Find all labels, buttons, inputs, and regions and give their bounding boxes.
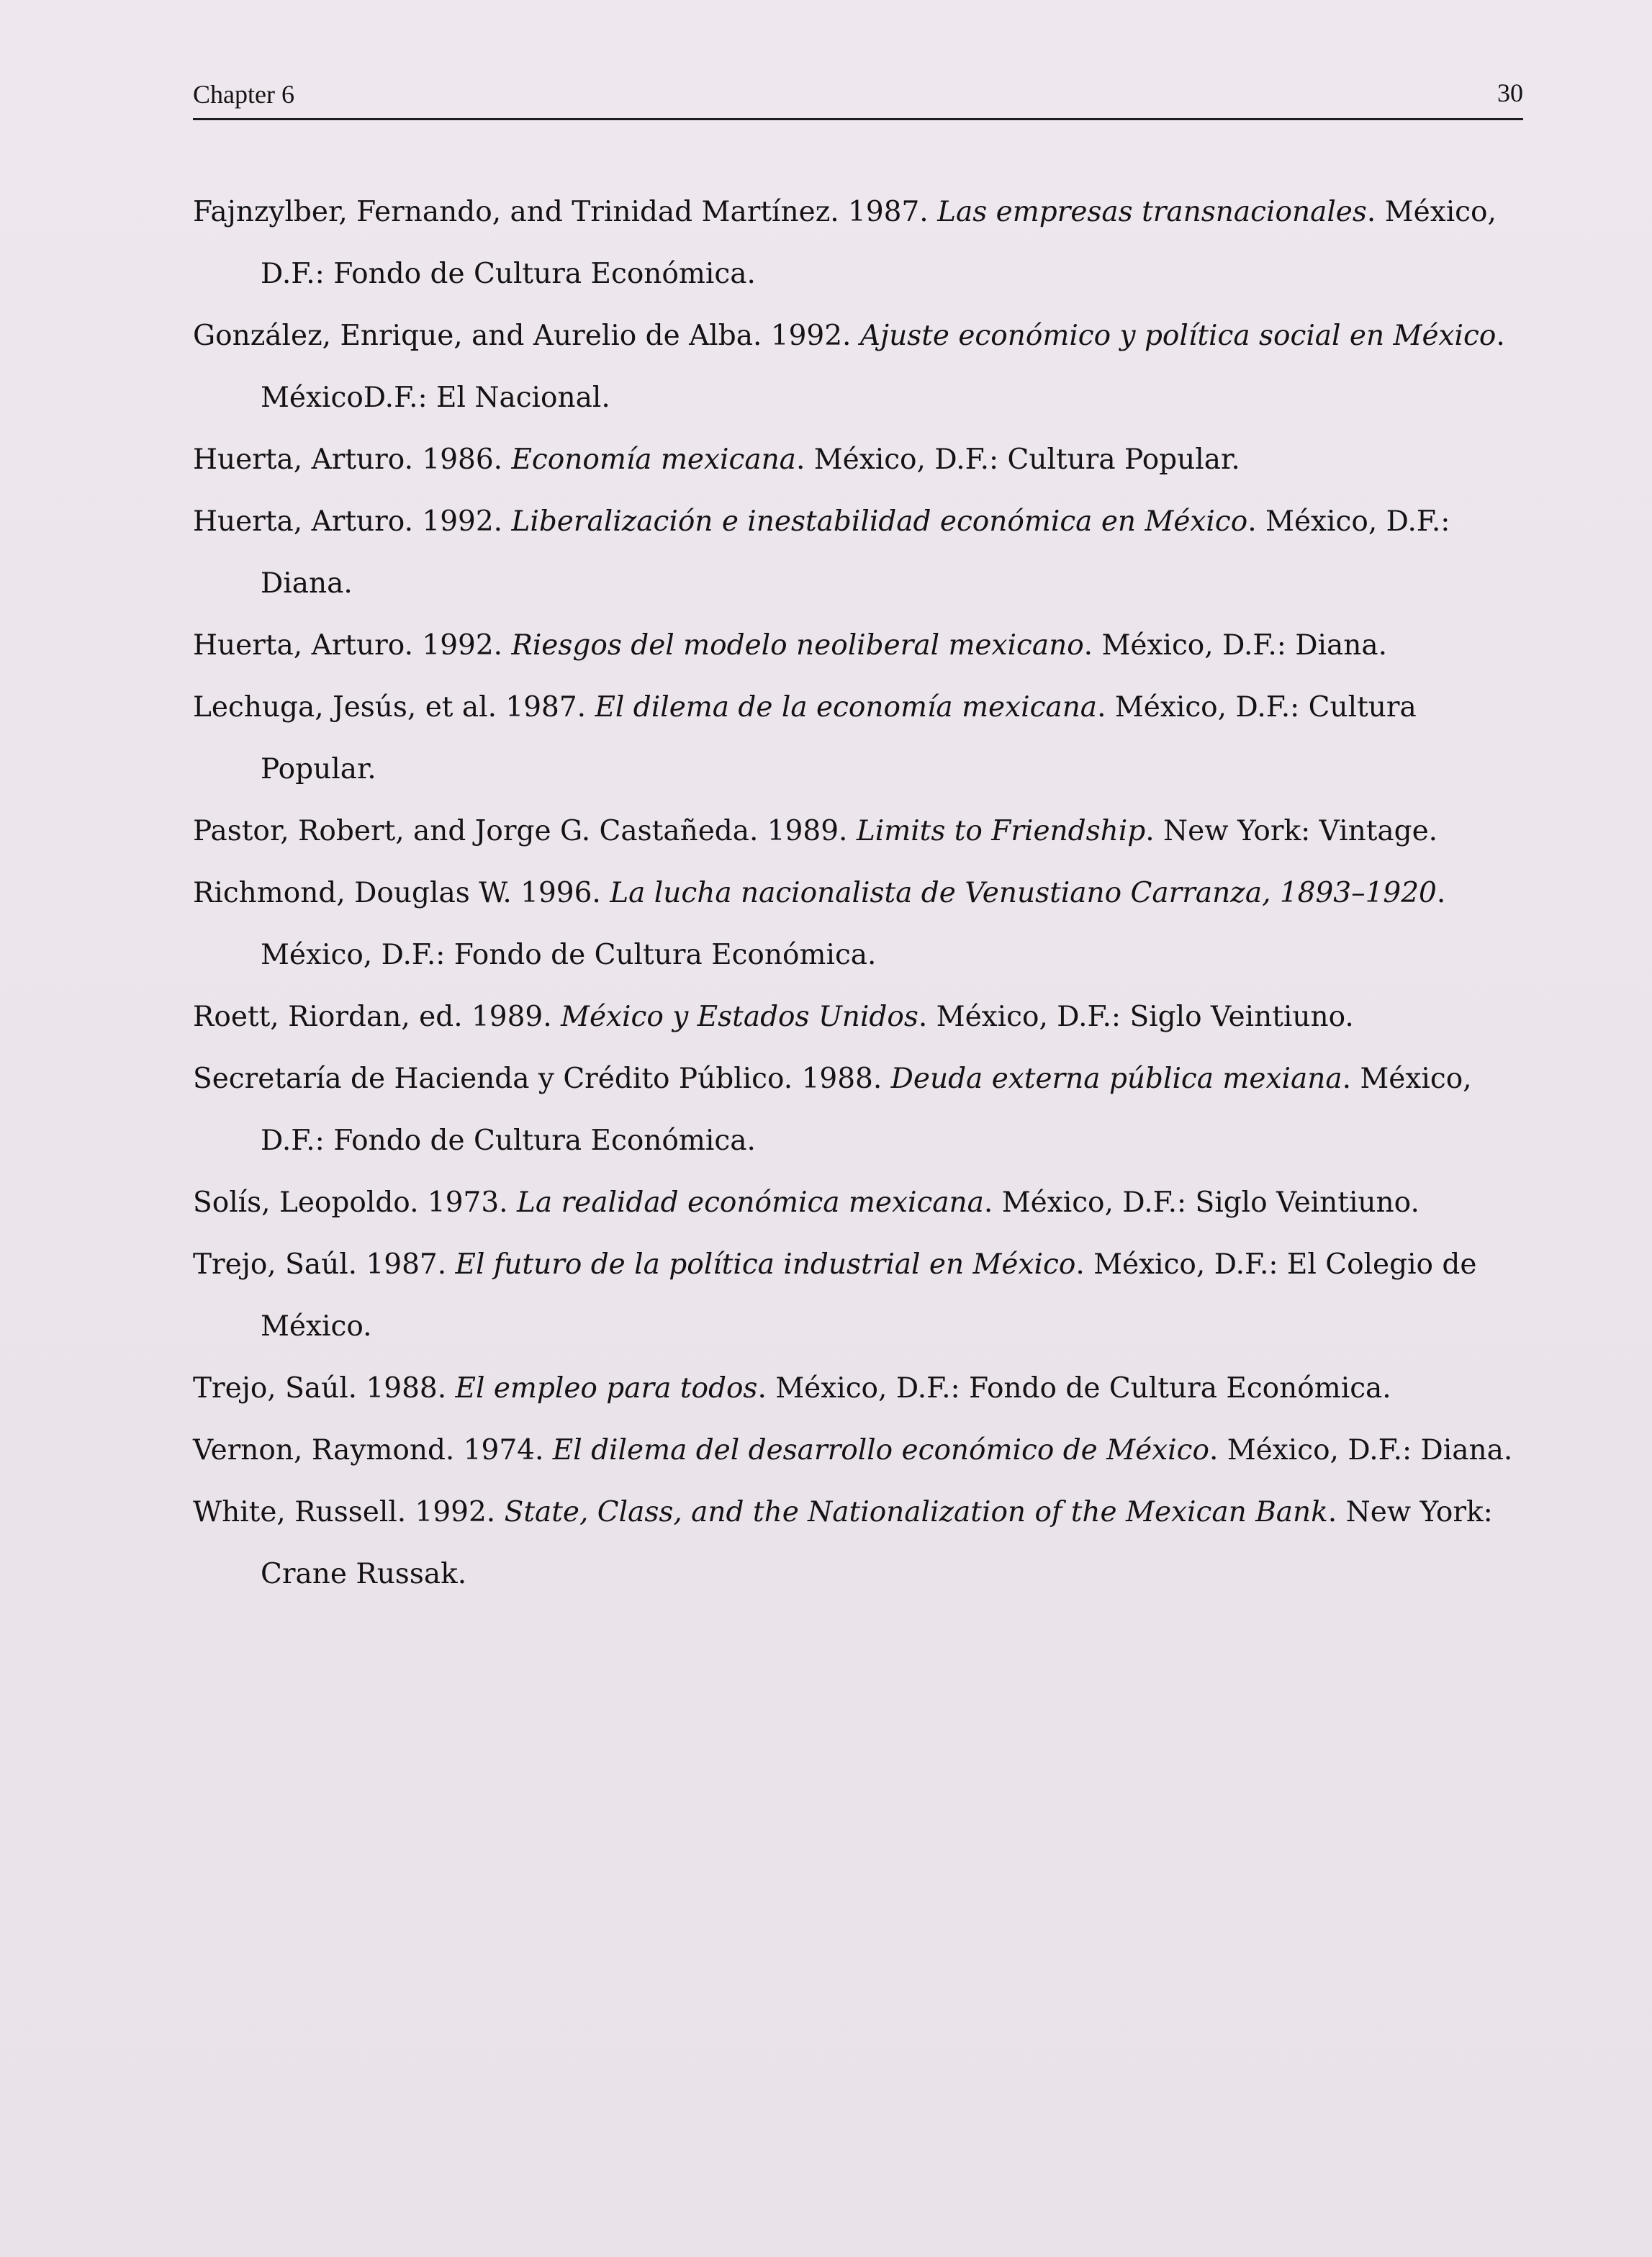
reference-title: Deuda externa pública mexiana (890, 1063, 1342, 1095)
reference-authors-year: Trejo, Saúl. 1987. (193, 1248, 456, 1281)
reference-publisher: . México, D.F.: Fondo de Cultura Económica. (261, 196, 1497, 290)
reference-entry (193, 1172, 1523, 1234)
reference-title: Riesgos del modelo neoliberal mexicano (511, 629, 1084, 662)
reference-title: State, Class, and the Nationalization of the Mexican Bank (504, 1496, 1328, 1528)
reference-publisher: . México, D.F.: Cultura Popular. (261, 691, 1417, 785)
reference-entry (193, 986, 1523, 1048)
reference-authors-year: Huerta, Arturo. 1992. (193, 505, 512, 538)
reference-authors-year: White, Russell. 1992. (193, 1496, 505, 1528)
reference-publisher: . MéxicoD.F.: El Nacional. (261, 320, 1505, 414)
reference-entry (193, 1358, 1523, 1420)
reference-title: Liberalización e inestabilidad económica en México (511, 505, 1248, 538)
reference-publisher: . México, D.F.: Diana. (1083, 629, 1388, 662)
reference-entry (193, 615, 1523, 677)
reference-title: El futuro de la política industrial en México (455, 1248, 1076, 1281)
reference-entry (193, 1482, 1523, 1605)
reference-title: Economía mexicana (511, 443, 796, 476)
reference-authors-year: Roett, Riordan, ed. 1989. (193, 1001, 561, 1033)
reference-publisher: . México, D.F.: Siglo Veintiuno. (983, 1186, 1419, 1219)
reference-entry (193, 677, 1523, 801)
running-header (193, 75, 1523, 120)
reference-authors-year: Vernon, Raymond. 1974. (193, 1434, 553, 1467)
reference-authors-year: Solís, Leopoldo. 1973. (193, 1186, 517, 1219)
reference-title: El dilema de la economía mexicana (595, 691, 1098, 724)
reference-authors-year: Lechuga, Jesús, et al. 1987. (193, 691, 595, 724)
reference-title: México y Estados Unidos (561, 1001, 918, 1033)
reference-title: La lucha nacionalista de Venustiano Carranza, 1893–1920 (610, 877, 1437, 909)
reference-publisher: . México, D.F.: Cultura Popular. (795, 443, 1240, 476)
reference-list (193, 181, 1523, 1605)
reference-publisher: . México, D.F.: Fondo de Cultura Económica. (261, 877, 1446, 971)
reference-title: Ajuste económico y política social en México (859, 320, 1497, 352)
reference-publisher: . México, D.F.: Diana. (261, 505, 1450, 600)
reference-title: El dilema del desarrollo económico de México (552, 1434, 1209, 1467)
reference-authors-year: Secretaría de Hacienda y Crédito Público. 1988. (193, 1063, 891, 1095)
reference-authors-year: Trejo, Saúl. 1988. (193, 1372, 456, 1405)
reference-authors-year: Pastor, Robert, and Jorge G. Castañeda. 1989. (193, 815, 857, 847)
reference-entry (193, 1234, 1523, 1358)
reference-entry (193, 305, 1523, 429)
reference-entry (193, 181, 1523, 305)
reference-authors-year: Richmond, Douglas W. 1996. (193, 877, 610, 909)
reference-publisher: . México, D.F.: Fondo de Cultura Económica. (261, 1063, 1472, 1157)
reference-authors-year: Huerta, Arturo. 1986. (193, 443, 512, 476)
reference-entry (193, 862, 1523, 986)
reference-publisher: . New York: Crane Russak. (261, 1496, 1493, 1590)
reference-authors-year: Fajnzylber, Fernando, and Trinidad Martínez. 1987. (193, 196, 938, 228)
reference-publisher: . New York: Vintage. (1145, 815, 1438, 847)
reference-entry (193, 491, 1523, 615)
reference-entry (193, 801, 1523, 862)
reference-title: Las empresas transnacionales (937, 196, 1367, 228)
reference-publisher: . México, D.F.: Fondo de Cultura Económica. (757, 1372, 1391, 1405)
reference-entry (193, 1420, 1523, 1482)
reference-title: La realidad económica mexicana (516, 1186, 984, 1219)
reference-publisher: . México, D.F.: El Colegio de México. (261, 1248, 1477, 1343)
reference-entry (193, 429, 1523, 491)
reference-publisher: . México, D.F.: Siglo Veintiuno. (918, 1001, 1354, 1033)
reference-authors-year: Huerta, Arturo. 1992. (193, 629, 512, 662)
reference-title: El empleo para todos (455, 1372, 758, 1405)
chapter-label: Chapter 6 (193, 80, 294, 109)
reference-authors-year: González, Enrique, and Aurelio de Alba. 1992. (193, 320, 860, 352)
reference-title: Limits to Friendship (856, 815, 1146, 847)
reference-publisher: . México, D.F.: Diana. (1209, 1434, 1513, 1467)
page-number: 30 (1497, 78, 1523, 107)
reference-entry (193, 1048, 1523, 1172)
